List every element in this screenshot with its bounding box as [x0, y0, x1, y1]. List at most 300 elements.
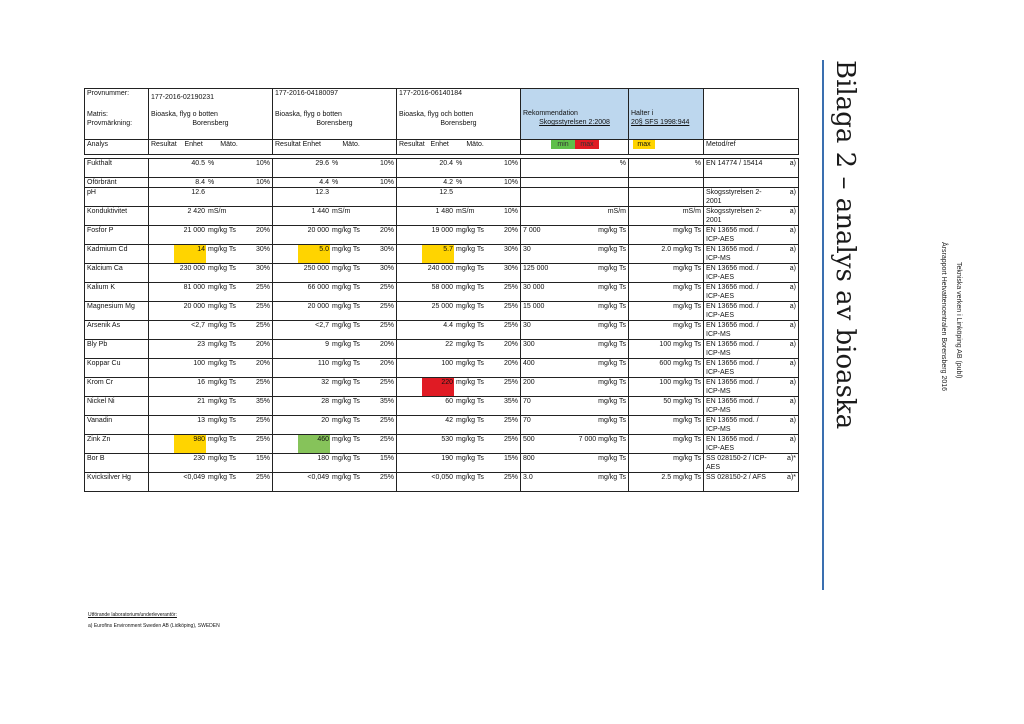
result-unit: % — [456, 179, 463, 186]
result-value: 60 — [445, 398, 453, 405]
metod-ref: a) — [789, 246, 796, 253]
result-unit: mg/kg Ts — [208, 436, 236, 443]
rek-unit: mg/kg Ts — [598, 227, 626, 234]
result-unit: mg/kg Ts — [456, 341, 484, 348]
result-value: 5.7 — [422, 245, 454, 263]
halter-cell — [629, 188, 704, 207]
rek-value: 3.0 — [523, 474, 533, 481]
header-labels — [85, 89, 149, 140]
sample-id: 177-2016-02190231 — [151, 94, 215, 101]
halter-cell — [629, 454, 704, 473]
rek-unit: mg/kg Ts — [598, 322, 626, 329]
result-value: 220 — [422, 378, 454, 396]
analys-label: Analys — [85, 140, 149, 155]
metod-cell — [704, 188, 799, 207]
halter-unit: mS/m — [682, 208, 701, 215]
rek-cell — [521, 264, 629, 283]
result-unit: mg/kg Ts — [208, 398, 236, 405]
result-cell — [397, 207, 521, 226]
result-unit: % — [332, 179, 339, 186]
analyte-name: Kalium K — [85, 283, 149, 302]
result-cell — [149, 473, 273, 492]
result-value: 4.2 — [443, 179, 453, 186]
result-mato: 10% — [503, 160, 518, 167]
halter-unit: mg/kg Ts — [673, 341, 701, 348]
metod-header-blank — [704, 89, 799, 140]
result-unit — [332, 188, 370, 197]
halter-unit: mg/kg Ts — [673, 417, 701, 424]
result-mato: 30% — [255, 246, 270, 253]
metod-cell — [704, 397, 799, 416]
result-value: 1 480 — [435, 208, 453, 215]
halter-unit: mg/kg Ts — [673, 455, 701, 462]
rek-unit: mg/kg Ts — [598, 379, 626, 386]
result-value: 9 — [325, 341, 329, 348]
result-mato: 35% — [503, 398, 518, 405]
result-unit: mg/kg Ts — [208, 379, 236, 386]
result-value: 21 000 — [183, 227, 205, 234]
result-mato: 10% — [379, 179, 394, 186]
metod-text-2: AES — [706, 464, 721, 471]
result-mato: 25% — [255, 474, 270, 481]
result-value: <0,050 — [431, 474, 453, 481]
result-cell — [273, 397, 397, 416]
metod-text-2: ICP-MS — [706, 350, 731, 357]
result-cell — [149, 435, 273, 454]
result-value: 180 — [317, 455, 329, 462]
result-cell — [397, 159, 521, 178]
col-mato: Mäto. — [342, 141, 360, 148]
result-mato: 25% — [503, 474, 518, 481]
result-cell — [273, 340, 397, 359]
col-mato: Mäto. — [220, 141, 238, 148]
metod-ref: a) — [789, 360, 796, 367]
metod-text: EN 13656 mod. / — [706, 303, 759, 310]
rek-unit: mg/kg Ts — [598, 360, 626, 367]
metod-cell — [704, 245, 799, 264]
metod-cell — [704, 378, 799, 397]
halter-cell — [629, 473, 704, 492]
analyte-name: Vanadin — [85, 416, 149, 435]
analyte-name: Kvicksilver Hg — [85, 473, 149, 492]
sample-matris: Bioaska, flyg o botten — [275, 111, 342, 118]
result-cell — [397, 321, 521, 340]
result-mato: 25% — [379, 322, 394, 329]
result-unit: mg/kg Ts — [456, 455, 484, 462]
metod-ref: a) — [789, 436, 796, 443]
table-row — [85, 416, 799, 435]
result-mato: 25% — [503, 284, 518, 291]
result-mato: 30% — [503, 265, 518, 272]
metod-text: EN 13656 mod. / — [706, 436, 759, 443]
result-unit: mg/kg Ts — [208, 303, 236, 310]
result-value: 1 440 — [311, 208, 329, 215]
colhead-3 — [397, 140, 521, 155]
halter-cell — [629, 340, 704, 359]
result-cell — [273, 473, 397, 492]
result-mato: 25% — [379, 303, 394, 310]
halter-value: 600 — [659, 360, 672, 367]
halter-value: 50 — [663, 398, 672, 405]
col-resultat: Resultat — [275, 141, 301, 148]
result-mato: 10% — [379, 160, 394, 167]
rek-value: 400 — [523, 360, 535, 367]
metod-cell — [704, 340, 799, 359]
result-unit: mg/kg Ts — [456, 303, 484, 310]
result-mato: 20% — [255, 341, 270, 348]
result-cell — [149, 321, 273, 340]
result-mato: 25% — [503, 436, 518, 443]
halter-unit: % — [694, 160, 701, 167]
result-unit: mg/kg Ts — [208, 341, 236, 348]
halter-sub: 20§ SFS 1998:944 — [631, 119, 690, 126]
result-unit: mg/kg Ts — [332, 417, 360, 424]
result-unit: mS/m — [208, 208, 227, 215]
halter-value: 2.0 — [661, 246, 672, 253]
result-mato: 10% — [255, 179, 270, 186]
result-unit: mg/kg Ts — [456, 322, 484, 329]
result-mato: 20% — [255, 227, 270, 234]
result-unit: mg/kg Ts — [456, 436, 484, 443]
halter-unit: mg/kg Ts — [673, 322, 701, 329]
result-mato: 15% — [379, 455, 394, 462]
table-row — [85, 178, 799, 188]
metod-cell — [704, 359, 799, 378]
table-row — [85, 207, 799, 226]
sample-header-2 — [273, 89, 397, 140]
table-row — [85, 226, 799, 245]
rek-value: 30 000 — [523, 284, 545, 291]
metod-ref: a) — [789, 227, 796, 234]
rek-cell — [521, 159, 629, 178]
result-unit: % — [456, 160, 463, 167]
result-mato: 25% — [379, 417, 394, 424]
result-unit: mg/kg Ts — [208, 284, 236, 291]
result-value: 100 — [193, 360, 205, 367]
result-value: 12.6 — [191, 189, 205, 196]
result-value: 4.4 — [319, 179, 329, 186]
metod-header: Metod/ref — [704, 140, 799, 155]
rek-cell — [521, 416, 629, 435]
metod-cell — [704, 178, 799, 188]
metod-cell — [704, 435, 799, 454]
result-unit: mg/kg Ts — [208, 455, 236, 462]
metod-text: EN 13656 mod. / — [706, 227, 759, 234]
header-row-prov — [85, 89, 799, 140]
metod-text: Skogsstyrelsen 2- — [706, 189, 762, 196]
rek-header — [521, 89, 629, 140]
sample-mark: Borensberg — [316, 120, 353, 127]
table-row — [85, 159, 799, 178]
result-mato: 15% — [503, 455, 518, 462]
table-row — [85, 245, 799, 264]
halter-cell — [629, 397, 704, 416]
rek-cell — [521, 378, 629, 397]
rek-unit: % — [619, 160, 626, 167]
metod-text-2: ICP-MS — [706, 331, 731, 338]
result-mato: 25% — [379, 284, 394, 291]
result-cell — [397, 245, 521, 264]
result-mato — [372, 207, 394, 216]
result-mato: 20% — [255, 360, 270, 367]
rek-unit: mg/kg Ts — [598, 417, 626, 424]
result-unit: mg/kg Ts — [332, 474, 360, 481]
result-mato: 25% — [255, 303, 270, 310]
result-mato: 25% — [255, 284, 270, 291]
result-unit: mg/kg Ts — [456, 284, 484, 291]
rek-value: 7 000 — [523, 227, 541, 234]
result-cell — [273, 454, 397, 473]
halter-value: 2.5 — [661, 474, 672, 481]
result-unit: mg/kg Ts — [456, 379, 484, 386]
metod-text-2: ICP-MS — [706, 388, 731, 395]
result-value: 530 — [441, 436, 453, 443]
result-unit: mg/kg Ts — [332, 284, 360, 291]
halter-value: 100 — [659, 379, 672, 386]
result-unit: mg/kg Ts — [332, 360, 360, 367]
sample-matris: Bioaska, flyg o botten — [151, 111, 218, 118]
metod-ref: a) — [789, 417, 796, 424]
header-row-columns — [85, 140, 799, 155]
result-value: 29.6 — [315, 160, 329, 167]
rek-cell — [521, 473, 629, 492]
result-unit: mg/kg Ts — [456, 474, 484, 481]
result-value: 20.4 — [439, 160, 453, 167]
result-value: 28 — [321, 398, 329, 405]
result-value: 42 — [445, 417, 453, 424]
result-cell — [149, 340, 273, 359]
rek-unit: mg/kg Ts — [598, 474, 626, 481]
metod-cell — [704, 302, 799, 321]
rek-value: 30 — [523, 322, 531, 329]
analyte-name: Arsenik As — [85, 321, 149, 340]
metod-cell — [704, 159, 799, 178]
result-cell — [273, 416, 397, 435]
prov-label: Provnummer: — [87, 90, 130, 97]
metod-ref: a) — [789, 322, 796, 329]
metod-ref: a) — [789, 398, 796, 405]
rek-unit: mS/m — [607, 208, 626, 215]
result-mato: 30% — [379, 265, 394, 272]
result-mato: 20% — [503, 341, 518, 348]
result-cell — [397, 302, 521, 321]
rek-sub: Skogsstyrelsen 2:2008 — [539, 119, 610, 126]
side-company: Tekniska verken i Linköping AB (publ) — [955, 262, 962, 379]
result-unit: mg/kg Ts — [208, 265, 236, 272]
result-value: 16 — [197, 379, 205, 386]
rek-unit: mg/kg Ts — [598, 341, 626, 348]
result-mato — [372, 188, 394, 197]
result-value: 460 — [298, 435, 330, 453]
metod-text-2: ICP-AES — [706, 236, 735, 243]
result-cell — [149, 264, 273, 283]
halter-cell — [629, 226, 704, 245]
halter-unit: mg/kg Ts — [673, 474, 701, 481]
rek-cell — [521, 454, 629, 473]
result-mato: 10% — [503, 179, 518, 186]
result-unit: mg/kg Ts — [332, 341, 360, 348]
result-cell — [149, 454, 273, 473]
result-value: 12.3 — [315, 189, 329, 196]
metod-ref: a) — [789, 341, 796, 348]
result-unit: % — [208, 160, 215, 167]
result-unit: mS/m — [332, 208, 351, 215]
result-value: 19 000 — [431, 227, 453, 234]
result-value: 20 — [321, 417, 329, 424]
rek-value: 70 — [523, 417, 531, 424]
sample-mark: Borensberg — [192, 120, 229, 127]
analyte-name: Oförbränt — [85, 178, 149, 188]
metod-text: EN 13656 mod. / — [706, 379, 759, 386]
result-value: 20 000 — [307, 303, 329, 310]
max-label: max — [575, 140, 599, 149]
result-value: 81 000 — [183, 284, 205, 291]
rek-cell — [521, 397, 629, 416]
rek-cell — [521, 207, 629, 226]
result-value: 21 — [197, 398, 205, 405]
halter-value: 100 — [659, 341, 672, 348]
sample-header-3 — [397, 89, 521, 140]
result-value: 32 — [321, 379, 329, 386]
halter-unit: mg/kg Ts — [673, 379, 701, 386]
rek-value: 15 000 — [523, 303, 545, 310]
result-value: 58 000 — [431, 284, 453, 291]
analyte-name: Koppar Cu — [85, 359, 149, 378]
rek-unit: mg/kg Ts — [598, 265, 626, 272]
sample-mark: Borensberg — [440, 120, 477, 127]
result-value: 22 — [445, 341, 453, 348]
result-mato: 25% — [255, 379, 270, 386]
result-mato: 20% — [379, 341, 394, 348]
metod-text-2: ICP-MS — [706, 255, 731, 262]
side-divider — [822, 60, 824, 590]
col-resultat: Resultat — [399, 141, 425, 148]
halter-unit: mg/kg Ts — [673, 398, 701, 405]
result-mato — [248, 188, 270, 197]
footer-label: Utförande laboratorium/underleverantör: — [88, 612, 177, 618]
table-row — [85, 264, 799, 283]
metod-text-2: ICP-AES — [706, 445, 735, 452]
table-row — [85, 435, 799, 454]
result-cell — [397, 397, 521, 416]
rek-cell — [521, 321, 629, 340]
result-cell — [397, 359, 521, 378]
result-mato: 15% — [255, 455, 270, 462]
halter-cell — [629, 245, 704, 264]
metod-text: Skogsstyrelsen 2- — [706, 208, 762, 215]
side-report: Årsrapport Hetvattencentralen Borensberg 2016 — [940, 242, 947, 392]
footer-lab: a) Eurofins Environment Sweden AB (Lidköping), SWEDEN — [88, 623, 220, 629]
result-value: <0,049 — [183, 474, 205, 481]
result-mato: 20% — [503, 227, 518, 234]
result-value: 23 — [197, 341, 205, 348]
halter-cell — [629, 264, 704, 283]
rek-title: Rekommendation — [523, 110, 578, 117]
result-mato: 25% — [255, 322, 270, 329]
rek-unit: mg/kg Ts — [598, 303, 626, 310]
result-cell — [273, 435, 397, 454]
result-cell — [273, 188, 397, 207]
result-mato: 25% — [503, 379, 518, 386]
metod-text: SS 028150-2 / AFS — [706, 474, 766, 481]
metod-ref: a) — [789, 379, 796, 386]
side-title-text: Bilaga 2 – analys av bioaska — [830, 60, 860, 430]
col-enhet: Enhet — [184, 141, 203, 148]
result-value: 230 — [193, 455, 205, 462]
result-value: 190 — [441, 455, 453, 462]
analyte-name: Kalcium Ca — [85, 264, 149, 283]
halter-cell — [629, 178, 704, 188]
metod-ref: a) — [789, 303, 796, 310]
metod-text: EN 14774 / 15414 — [706, 160, 763, 167]
rek-unit: mg/kg Ts — [598, 246, 626, 253]
result-value: 14 — [174, 245, 206, 263]
rek-cell — [521, 340, 629, 359]
result-value: 66 000 — [307, 284, 329, 291]
result-value: 980 — [174, 435, 206, 453]
result-unit — [208, 188, 246, 197]
result-cell — [273, 359, 397, 378]
result-cell — [397, 454, 521, 473]
halter-unit: mg/kg Ts — [673, 284, 701, 291]
halter-cell — [629, 207, 704, 226]
analyte-name: pH — [85, 188, 149, 207]
metod-cell — [704, 207, 799, 226]
result-mato: 35% — [379, 398, 394, 405]
halter-unit: mg/kg Ts — [673, 246, 701, 253]
rek-value: 30 — [523, 246, 531, 253]
halter-unit: mg/kg Ts — [673, 265, 701, 272]
analyte-name: Nickel Ni — [85, 397, 149, 416]
result-cell — [397, 264, 521, 283]
halter-header — [629, 89, 704, 140]
metod-text: EN 13656 mod. / — [706, 284, 759, 291]
result-cell — [397, 283, 521, 302]
rek-cell — [521, 302, 629, 321]
result-value: 5.0 — [298, 245, 330, 263]
analysis-table — [84, 88, 799, 492]
rek-unit: mg/kg Ts — [598, 455, 626, 462]
minmax-cell — [521, 140, 629, 155]
side-title — [830, 60, 860, 460]
analyte-name: Magnesium Mg — [85, 302, 149, 321]
analyte-name: Konduktivitet — [85, 207, 149, 226]
metod-ref: a) — [789, 265, 796, 272]
metod-text-2: ICP-AES — [706, 293, 735, 300]
metod-text: EN 13656 mod. / — [706, 265, 759, 272]
halter-cell — [629, 159, 704, 178]
result-mato: 25% — [503, 417, 518, 424]
result-mato — [248, 207, 270, 216]
halter-cell — [629, 378, 704, 397]
halter-cell — [629, 359, 704, 378]
analyte-name: Krom Cr — [85, 378, 149, 397]
rek-value: 125 000 — [523, 265, 549, 272]
result-mato: 25% — [503, 303, 518, 310]
result-value: 40.5 — [191, 160, 205, 167]
rek-value: 300 — [523, 341, 535, 348]
result-unit: mg/kg Ts — [456, 246, 484, 253]
result-mato: 25% — [255, 417, 270, 424]
rek-cell — [521, 188, 629, 207]
analyte-name: Fukthalt — [85, 159, 149, 178]
metod-cell — [704, 264, 799, 283]
result-mato: 10% — [503, 208, 518, 215]
col-mato: Mäto. — [466, 141, 484, 148]
analyte-name: Zink Zn — [85, 435, 149, 454]
rek-cell — [521, 178, 629, 188]
result-cell — [273, 283, 397, 302]
